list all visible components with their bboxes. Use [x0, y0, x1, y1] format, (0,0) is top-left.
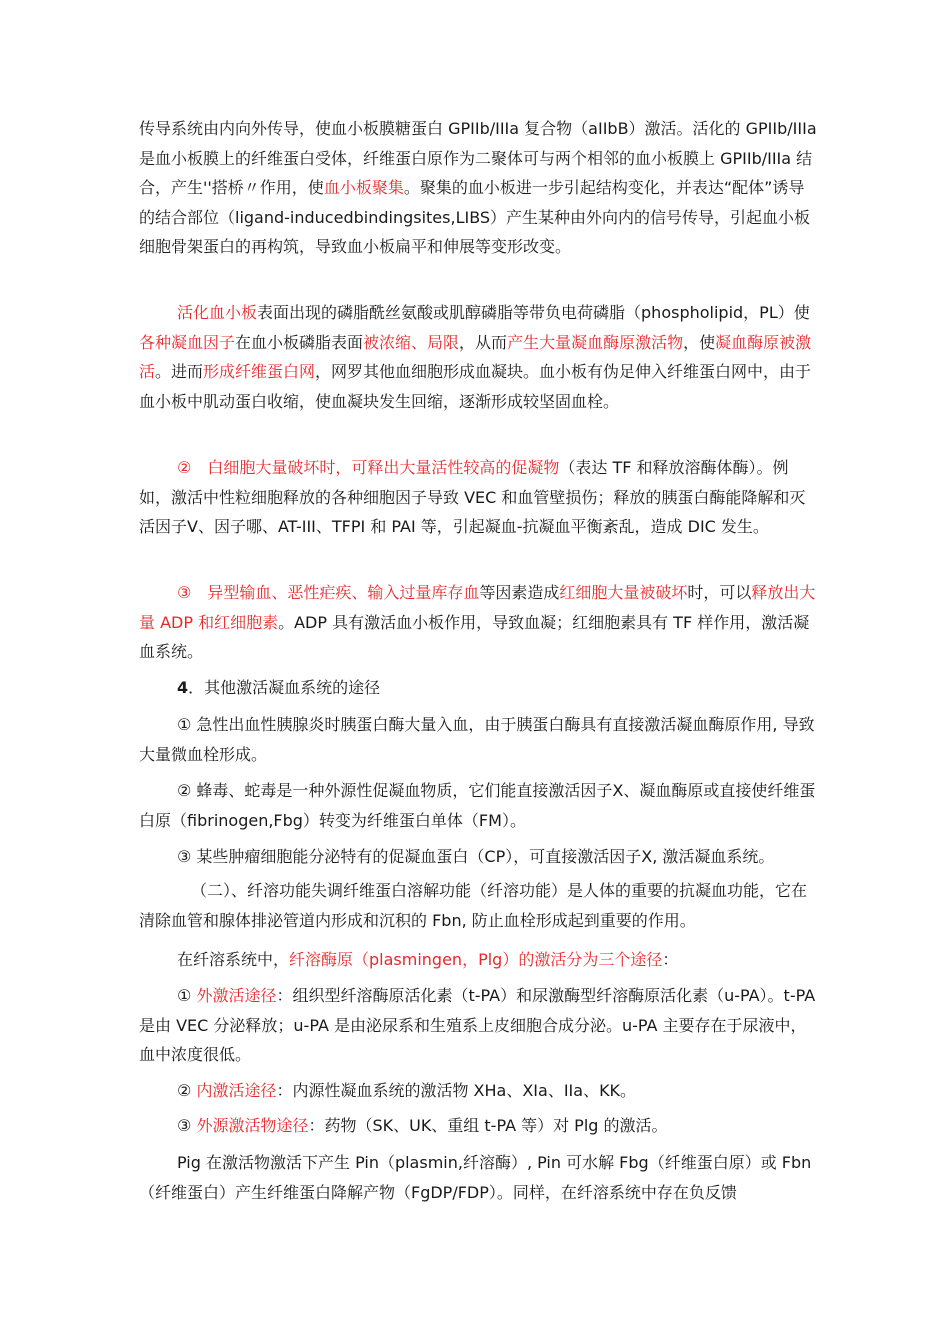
section-heading-other-pathways — [139, 673, 819, 703]
paragraph-pancreatitis — [139, 710, 819, 769]
body-text: 表面出现的磷脂酰丝氨酸或肌醇磷脂等带负电荷磷脂（phospholipid，PL）使 — [257, 303, 810, 322]
body-text: Pig 在激活物激活下产生 Pin（plasmin,纤溶酶）, Pin 可水解 Fbg（纤维蛋白原）或 Fbn（纤维蛋白）产生纤维蛋白降解产物（FgDP/FDP）。同样，在纤溶系统中存在负反馈 — [139, 1153, 812, 1202]
paragraph-activated-platelets — [139, 298, 819, 416]
body-text: ，从而 — [459, 332, 508, 352]
highlighted-text: 形成纤维蛋白网 — [203, 362, 316, 381]
paragraph-leukocyte-destruction — [139, 453, 819, 542]
body-text: ：组织型纤溶酶原活化素（t-PA）和尿激酶型纤溶酶原活化素（u-PA）。t-PA 是由 VEC 分泌释放；u-PA 是由泌尿系和生殖系上皮细胞合成分泌。u-PA 主要存在于尿液中，血中浓度很低。 — [139, 986, 816, 1064]
body-text: 。ADP 具有激活血小板作用，导致血凝；红细胞素具有 TF 样作用，激活凝血系统。 — [139, 612, 810, 661]
body-text: ② 蜂毒、蛇毒是一种外源性促凝血物质，它们能直接激活因子Ⅹ、凝血酶原或直接使纤维蛋白原（fibrinogen,Fbg）转变为纤维蛋白单体（FM）。 — [139, 781, 816, 830]
body-text: ，使 — [683, 332, 716, 352]
paragraph-plg-activation-intro — [139, 945, 819, 975]
paragraph-plasmin — [139, 1148, 819, 1207]
body-text: 时，可以 — [687, 583, 752, 602]
highlighted-text: 产生大量凝血酶原激活物 — [507, 332, 684, 352]
highlighted-text: 凝血酶原被激活 — [139, 332, 812, 381]
highlighted-text: 释放出大量 ADP 和红细胞素 — [139, 583, 816, 632]
body-text: 在纤溶系统中， — [177, 950, 290, 969]
paragraph-venom — [139, 776, 819, 835]
highlighted-text: 红细胞大量被破坏 — [559, 583, 688, 602]
body-text: ．其他激活凝血系统的途径 — [188, 678, 381, 697]
paragraph-tumor-cells — [139, 842, 819, 872]
highlighted-text: 活化血小板 — [177, 303, 258, 322]
body-text: ③ — [177, 1116, 197, 1135]
body-text: ：内源性凝血系统的激活物 XHa、XIa、IIa、KK。 — [276, 1081, 637, 1100]
body-text: ① — [177, 986, 197, 1005]
body-text: 等因素造成 — [479, 583, 560, 602]
body-text: ② — [177, 1081, 197, 1100]
highlighted-text: ③ 异型输血、恶性疟疾、输入过量库存血 — [177, 583, 480, 602]
body-text: 4 — [177, 678, 189, 697]
body-text: ，网罗其他血细胞形成血凝块。血小板有伪足伸入纤维蛋白网中，由于血小板中肌动蛋白收缩，使血凝块发生回缩，逐渐形成较坚固血栓。 — [139, 362, 812, 411]
paragraph-platelet-activation — [139, 114, 819, 262]
highlighted-text: 各种凝血因子 — [139, 332, 236, 352]
body-text: （二）、纤溶功能失调纤维蛋白溶解功能（纤溶功能）是人体的重要的抗凝血功能，它在清除血管和腺体排泌管道内形成和沉积的 Fbn, 防止血栓形成起到重要的作用。 — [139, 881, 808, 930]
body-text: 传导系统由内向外传导，使血小板膜糖蛋白 GPIIb/IIIa 复合物（aIIbB）激活。活化的 GPIIb/IIIa 是血小板膜上的纤维蛋白受体，纤维蛋白原作为二聚体可与两个相邻的血小板膜上 GPIIb/IIIa 结合，产生''搭桥〃作用，使 — [139, 119, 817, 197]
body-text: ① 急性出血性胰腺炎时胰蛋白酶大量入血，由于胰蛋白酶具有直接激活凝血酶原作用, 导致大量微血栓形成。 — [139, 715, 815, 764]
body-text: ③ 某些肿瘤细胞能分泌特有的促凝血蛋白（CP），可直接激活因子Ⅹ, 激活凝血系统。 — [177, 847, 775, 866]
highlighted-text: 外源激活物途径 — [196, 1116, 309, 1135]
paragraph-exogenous-activation — [139, 1111, 819, 1141]
body-text: 。聚集的血小板进一步引起结构变化，并表达“配体”诱导的结合部位（ligand-inducedbindingsites,LIBS）产生某种由外向内的信号传导，引起血小板细胞骨架蛋白的再构筑，导致血小板扁平和伸展等变形改变。 — [139, 178, 811, 256]
paragraph-extrinsic-activation — [139, 981, 819, 1070]
highlighted-text: 内激活途径 — [196, 1081, 277, 1100]
body-text: ： — [662, 950, 679, 969]
highlighted-text: 纤溶酶原（plasmingen，Plg）的激活分为三个途径 — [289, 950, 663, 969]
body-text: 。进而 — [155, 362, 204, 381]
paragraph-fibrinolysis-dysfunction — [139, 876, 819, 935]
highlighted-text: 血小板聚集 — [323, 178, 404, 197]
body-text: （表达 TF 和释放溶酶体酶）。例如，激活中性粒细胞释放的各种细胞因子导致 VEC 和血管壁损伤；释放的胰蛋白酶能降解和灭活因子Ⅴ、因子哪、AT-III、TFPI 和 PAI 等，引起凝血-抗凝血平衡紊乱，造成 DIC 发生。 — [139, 458, 806, 536]
body-text: 在血小板磷脂表面 — [235, 332, 364, 352]
highlighted-text: 外激活途径 — [196, 986, 277, 1005]
paragraph-erythrocyte-destruction — [139, 578, 819, 667]
body-text: ：药物（SK、UK、重组 t-PA 等）对 Plg 的激活。 — [308, 1116, 668, 1135]
paragraph-intrinsic-activation — [139, 1076, 819, 1106]
highlighted-text: ② 白细胞大量破坏时，可释出大量活性较高的促凝物 — [177, 458, 560, 477]
highlighted-text: 被浓缩、局限 — [363, 332, 460, 352]
